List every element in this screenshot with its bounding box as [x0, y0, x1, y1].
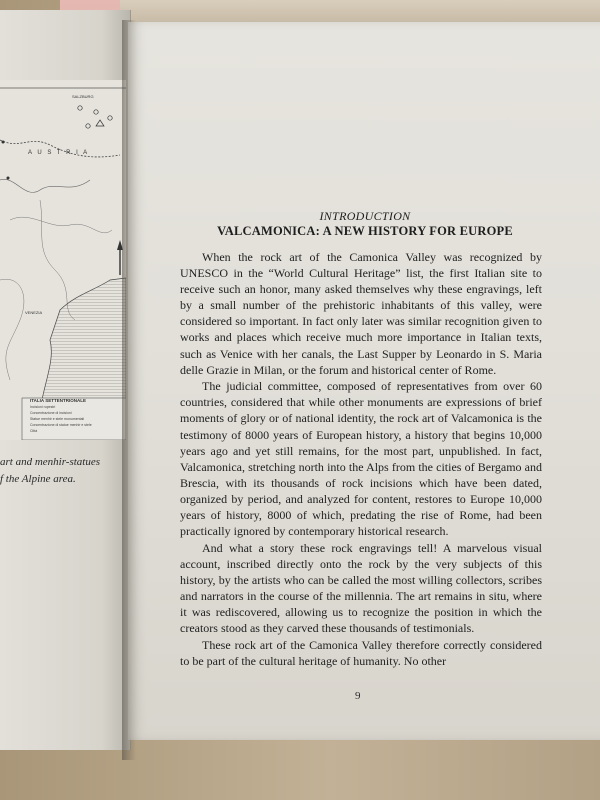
map-label-salzburg: SALZBURG: [72, 94, 94, 99]
map-caption-line: f the Alpine area.: [0, 473, 76, 485]
legend-item: Concentrazione di statue menhir e stele: [30, 423, 92, 427]
map-legend: [24, 398, 131, 433]
region-map: [0, 80, 126, 440]
map-label-venezia: VENEZIA: [25, 310, 43, 315]
legend-title: ITALIA SETTENTRIONALE: [30, 398, 86, 403]
paragraph: And what a story these rock engravings tell! A marvelous visual account, inscribed directly onto the rock by the very subjects of this history, by the artists who can be called the most willing collectors, scribes and narrators in the course of the millennia. The art remains in situ, where it was rediscovered, allowing us to recognize the position in which the creators stood as they carved these thousands of testimonials.: [180, 540, 542, 636]
section-kicker: INTRODUCTION: [319, 209, 411, 223]
paragraph: When the rock art of the Camonica Valley was recognized by UNESCO in the “World Cultural Heritage” list, the first Italian site to receive such an honor, many asked themselves why these engravings, left by a small number of the prehistoric inhabitants of this valley, were considered so important. In fact only later was similar recognition given to works and places which receive much more importance in Italian texts, such as Venice with her canals, the Last Supper by Leonardo in S. Maria delle Grazie in Milan, or the forum and historical center of Rome.: [180, 250, 542, 377]
map-caption-line: art and menhir-statues: [0, 456, 100, 468]
legend-item: Statue menhir e stele monumentali: [30, 417, 85, 421]
page-stack-edge: [60, 0, 600, 22]
legend-item: Città: [30, 429, 38, 433]
paragraph: These rock art of the Camonica Valley therefore correctly considered to be part of the cultural heritage of humanity. No other: [180, 637, 542, 668]
map-label-austria: A U S T R I A: [28, 150, 90, 156]
page-number: 9: [355, 690, 361, 702]
paragraph: The judicial committee, composed of representatives from over 60 countries, considered that while other monuments are expressions of brief moments of glory or of national identity, the rock art of Valcamonica is the testimony of 8000 years of European history, a history that begins 10,000 years ago and yet still remains, for the most part, unpublished. In fact, Valcamonica, stretching north into the Alps from the cities of Bergamo and Brescia, with its thousands of rock incisions which have been dated, organized by period, and analyzed for content, restores to Europe 10,000 years of history, 8000 of which, predating the rise of Rome, had been practically ignored by contemporary historical research.: [180, 379, 542, 539]
body-text: [180, 249, 542, 669]
map-caption: [0, 454, 126, 488]
chapter-title: VALCAMONICA: A NEW HISTORY FOR EUROPE: [217, 224, 513, 238]
legend-item: Incisioni rupestri: [30, 405, 56, 409]
legend-item: Concentrazione di incisioni: [30, 411, 72, 415]
left-page: [0, 10, 131, 750]
